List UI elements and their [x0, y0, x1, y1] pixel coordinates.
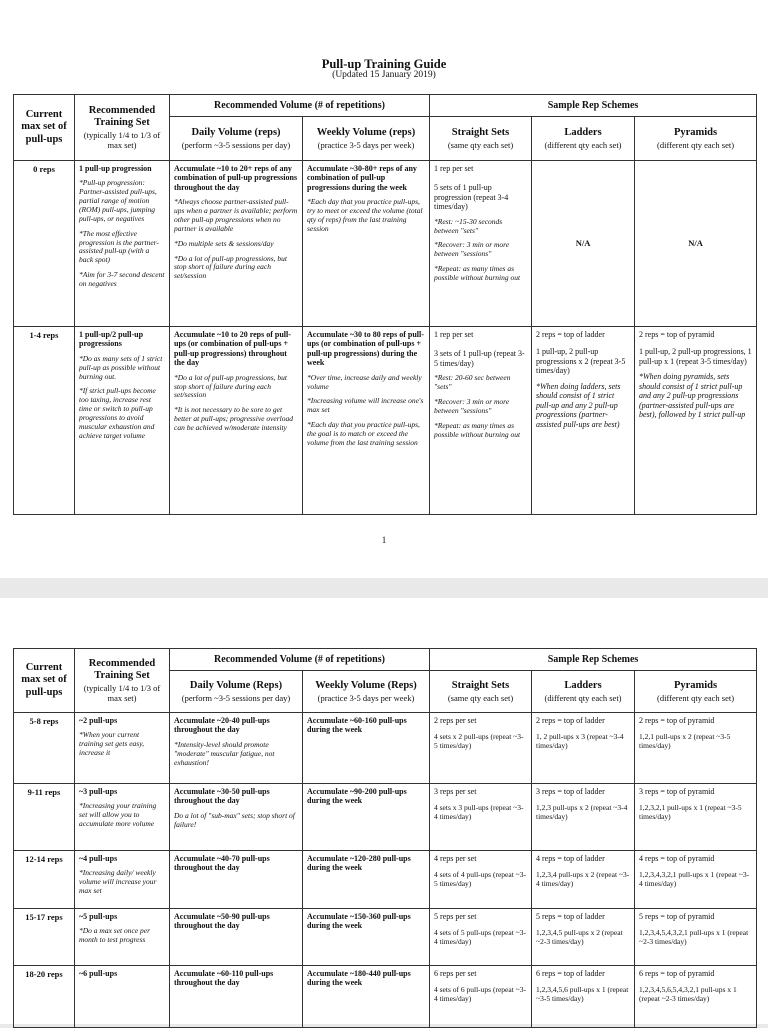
scheme-line: 3 reps = top of pyramid [639, 787, 715, 796]
daily-volume-cell [170, 966, 303, 1028]
header-daily-label: Daily Volume (Reps) [189, 679, 283, 691]
daily-volume: Accumulate ~50-90 pull-ups throughout the day [174, 912, 270, 931]
header-pyramids [635, 117, 757, 161]
header-schemes-group: Sample Rep Schemes [430, 649, 757, 671]
daily-volume-cell [170, 851, 303, 909]
recommended-cell [75, 713, 170, 784]
recommended-cell [75, 851, 170, 909]
weekly-volume-cell [303, 966, 430, 1028]
scheme-line: 1,2,1 pull-ups x 2 (repeat ~3-5 times/day) [639, 732, 731, 751]
note: *When doing pyramids, sets should consist of 1 strict pull-up and any 2 pull-up progressions (partner-assisted pull-ups are best), followed by 1 strict pull-up [639, 372, 746, 420]
weekly-volume-cell [303, 327, 430, 515]
daily-volume: Accumulate ~60-110 pull-ups throughout the day [174, 969, 274, 988]
pyramids-cell [635, 909, 757, 966]
daily-volume: Accumulate ~10 to 20 reps of pull-ups (or combination of pull-ups + pull-up progressions) throughout the day [174, 330, 291, 368]
weekly-volume-cell [303, 713, 430, 784]
weekly-volume-cell [303, 909, 430, 966]
scheme-line: 2 reps = top of pyramid [639, 716, 715, 725]
current-max-cell: 15-17 reps [14, 909, 75, 966]
header-current-max: Current max set of pull-ups [14, 95, 75, 161]
page-number: 1 [381, 535, 387, 545]
table-row [14, 327, 757, 515]
recommended-cell [75, 784, 170, 851]
scheme-line: 1,2,3 pull-ups x 2 (repeat ~3-4 times/day) [536, 803, 628, 822]
recommended-cell [75, 327, 170, 515]
straight-sets-cell [430, 327, 532, 515]
scheme-line: 6 reps per set [434, 969, 477, 978]
scheme-line: 5 reps = top of ladder [536, 912, 605, 921]
current-max-cell: 5-8 reps [14, 713, 75, 784]
pyramids-cell [635, 713, 757, 784]
header-pyramids-label: Pyramids [673, 126, 718, 138]
note: *Recover: 3 min or more between "sessions" [434, 240, 510, 259]
scheme-line: 4 sets of 5 pull-ups (repeat ~3-4 times/day) [434, 928, 526, 947]
pyramids-cell [635, 851, 757, 909]
note: *Increasing daily/ weekly volume will increase your max set [79, 868, 157, 896]
straight-sets-cell [430, 851, 532, 909]
current-max-cell: 12-14 reps [14, 851, 75, 909]
note: *Repeat: as many times as possible without burning out [434, 420, 521, 439]
header-ladders-note: (different qty each set) [544, 140, 622, 151]
scheme-line: 2 reps = top of ladder [536, 716, 605, 725]
scheme-line: 1,2,3,4,5,4,3,2,1 pull-ups x 1 (repeat ~2-3 times/day) [639, 928, 749, 947]
recommended-set: 1 pull-up/2 pull-up progressions [79, 330, 144, 349]
note: *Always choose partner-assisted pull-ups when a partner is available; perform other pull-up progressions when no partner is available [174, 197, 298, 233]
header-recommended-note: (typically 1/4 to 1/3 of max set) [83, 683, 161, 704]
header-ladders [532, 671, 635, 713]
table-row [14, 966, 757, 1028]
scheme-line: 1,2,3,4,5,6 pull-ups x 1 (repeat ~3-5 times/day) [536, 985, 629, 1004]
updated-date: (Updated 15 January 2019) [332, 70, 436, 80]
table-row [14, 713, 757, 784]
straight-sets-cell [430, 909, 532, 966]
scheme-line: 1 rep per set [434, 164, 474, 173]
scheme-line: 5 sets of 1 pull-up progression (repeat 3-4 times/day) [434, 183, 509, 212]
ladders-cell [532, 784, 635, 851]
current-max-cell: 9-11 reps [14, 784, 75, 851]
daily-volume-cell [170, 327, 303, 515]
note: *Pull-up progression: Partner-assisted pull-ups, partial range of motion (ROM) pull-ups, jumping pull-ups, or negatives [79, 178, 157, 223]
note: *It is not necessary to be sore to get better at pull-ups; progressive overload can be achieved w/moderate intensity [174, 405, 294, 432]
ladders-cell [532, 909, 635, 966]
scheme-line: 4 reps = top of ladder [536, 854, 605, 863]
note: *When your current training set gets easy, increase it [79, 730, 144, 758]
header-pyramids-label: Pyramids [673, 679, 718, 691]
note: *The most effective progression is the partner-assisted pull-up (with a back spot) [79, 228, 159, 265]
ladders-cell [532, 851, 635, 909]
scheme-line: 1,2,3,4 pull-ups x 2 (repeat ~3-4 times/day) [536, 870, 630, 889]
header-ladders-label: Ladders [564, 126, 602, 138]
daily-volume-cell [170, 713, 303, 784]
scheme-line: 1 pull-up, 2 pull-up progressions, 1 pull-up x 1 (repeat 3-5 times/day) [639, 347, 752, 366]
header-daily-label: Daily Volume (reps) [191, 126, 281, 138]
header-pyramids-note: (different qty each set) [657, 140, 735, 151]
table-row [14, 909, 757, 966]
scheme-line: 1,2,3,4,5 pull-ups x 2 (repeat ~2-3 times/day) [536, 928, 623, 947]
weekly-volume: Accumulate ~180-440 pull-ups during the week [307, 969, 411, 988]
note: *Increasing your training set will allow you to accumulate more volume [79, 801, 157, 829]
weekly-volume-cell [303, 784, 430, 851]
scheme-line: 1,2,3,4,5,6,5,4,3,2,1 pull-ups x 1 (repeat ~2-3 times/day) [639, 985, 737, 1004]
scheme-line: 4 sets x 3 pull-ups (repeat ~3-4 times/day) [434, 803, 524, 822]
header-recommended-note: (typically 1/4 to 1/3 of max set) [83, 130, 161, 151]
header-weekly-label: Weekly Volume (Reps) [315, 679, 417, 691]
daily-volume-cell [170, 784, 303, 851]
header-daily [170, 117, 303, 161]
note: *Repeat: as many times as possible without burning out [434, 264, 521, 282]
recommended-cell [75, 966, 170, 1028]
note: *Recover: 3 min or more between "sessions" [434, 397, 510, 415]
table-row [14, 161, 757, 327]
document-title: Pull-up Training Guide [321, 57, 447, 71]
scheme-line: 4 sets of 4 pull-ups (repeat ~3-5 times/day) [434, 870, 526, 889]
note: *Each day that you practice pull-ups, try to meet or exceed the volume (total qty of reps) from the last training session [307, 197, 423, 233]
header-ladders-note: (different qty each set) [544, 693, 622, 704]
recommended-set: ~6 pull-ups [79, 969, 118, 978]
scheme-line: 3 reps = top of ladder [536, 787, 605, 796]
current-max-cell: 18-20 reps [14, 966, 75, 1028]
scheme-line: 5 reps = top of pyramid [639, 912, 715, 921]
header-pyramids-note: (different qty each set) [657, 693, 735, 704]
training-table-page-2 [13, 648, 757, 1028]
scheme-line: 1, 2 pull-ups x 3 (repeat ~3-4 times/day) [536, 732, 624, 751]
header-current-max: Current max set of pull-ups [14, 649, 75, 713]
table-row [14, 784, 757, 851]
weekly-volume-cell [303, 161, 430, 327]
current-max-cell: 1-4 reps [14, 327, 75, 515]
recommended-set: ~5 pull-ups [79, 912, 118, 921]
note: *Do multiple sets & sessions/day [174, 238, 274, 248]
header-daily-note: (perform ~3-5 sessions per day) [181, 140, 291, 151]
straight-sets-cell [430, 161, 532, 327]
header-weekly-note: (practice 3-5 days per week) [317, 140, 415, 151]
scheme-line: 4 reps per set [434, 854, 477, 863]
note: *Rest: ~15-30 seconds between "sets" [434, 216, 503, 235]
header-ladders [532, 117, 635, 161]
scheme-line: 2 reps = top of ladder [536, 330, 605, 339]
header-weekly-note: (practice 3-5 days per week) [317, 693, 415, 704]
recommended-set: ~3 pull-ups [79, 787, 118, 796]
scheme-line: 1 rep per set [434, 330, 474, 339]
header-weekly [303, 117, 430, 161]
scheme-line: 3 reps per set [434, 787, 477, 796]
straight-sets-cell [430, 713, 532, 784]
weekly-volume: Accumulate ~30-80+ reps of any combination of pull-up progressions during the week [307, 164, 417, 192]
note: *When doing ladders, sets should consist of 1 strict pull-up and any 2 pull-up progressions (partner-assisted pull-ups are best) [536, 381, 621, 429]
note: *Increasing volume will increase one's max set [307, 396, 424, 415]
scheme-line: 1 pull-up, 2 pull-up progressions x 2 (repeat 3-5 times/day) [536, 347, 626, 376]
header-pyramids [635, 671, 757, 713]
pyramids-cell: N/A [635, 161, 757, 327]
scheme-line: 4 reps = top of pyramid [639, 854, 715, 863]
recommended-cell [75, 161, 170, 327]
straight-sets-cell [430, 966, 532, 1028]
header-volume-group: Recommended Volume (# of repetitions) [170, 95, 430, 117]
training-table-page-1 [13, 94, 757, 515]
straight-sets-cell [430, 784, 532, 851]
header-ladders-label: Ladders [564, 679, 602, 691]
current-max-cell: 0 reps [14, 161, 75, 327]
header-recommended-label: Recommended Training Set [88, 104, 156, 128]
recommended-set: ~2 pull-ups [79, 716, 118, 725]
header-recommended [75, 649, 170, 713]
pyramids-cell [635, 966, 757, 1028]
weekly-volume: Accumulate ~30 to 80 reps of pull-ups (or combination of pull-ups + pull-up progressions) during the week [307, 330, 424, 368]
note: *Do as many sets of 1 strict pull-up as possible without burning out. [79, 353, 163, 381]
scheme-line: 2 reps per set [434, 716, 477, 725]
pyramids-cell [635, 327, 757, 515]
ladders-cell [532, 327, 635, 515]
scheme-line: 6 reps = top of ladder [536, 969, 605, 978]
recommended-set: ~4 pull-ups [79, 854, 118, 863]
note: *Intensity-level should promote "moderate" muscular fatigue, not exhaustion! [174, 739, 275, 767]
scheme-line: 1,2,3,4,3,2,1 pull-ups x 1 (repeat ~3-4 times/day) [639, 870, 750, 889]
note: *Aim for 3-7 second descent on negatives [79, 270, 165, 288]
daily-volume-cell [170, 161, 303, 327]
header-straight [430, 671, 532, 713]
weekly-volume: Accumulate ~120-280 pull-ups during the week [307, 854, 411, 873]
header-daily [170, 671, 303, 713]
header-daily-note: (perform ~3-5 sessions per day) [181, 693, 291, 704]
header-weekly [303, 671, 430, 713]
daily-volume: Accumulate ~10 to 20+ reps of any combination of pull-up progressions throughout the day [174, 164, 298, 192]
header-straight-label: Straight Sets [451, 679, 510, 691]
header-schemes-group: Sample Rep Schemes [430, 95, 757, 117]
note: *Do a lot of pull-up progressions, but stop short of failure during each set/session [174, 372, 287, 400]
note: *Each day that you practice pull-ups, the goal is to match or exceed the volume from the last training session [307, 420, 420, 447]
note: Do a lot of "sub-max" sets; stop short of failure! [174, 810, 295, 829]
ladders-cell [532, 966, 635, 1028]
header-straight-note: (same qty each set) [447, 140, 514, 151]
scheme-line: 2 reps = top of pyramid [639, 330, 715, 339]
recommended-set: 1 pull-up progression [79, 164, 152, 173]
header-weekly-label: Weekly Volume (reps) [316, 126, 416, 138]
recommended-cell [75, 909, 170, 966]
daily-volume: Accumulate ~40-70 pull-ups throughout the day [174, 854, 270, 873]
scheme-line: 4 sets x 2 pull-ups (repeat ~3-5 times/day) [434, 732, 524, 751]
weekly-volume: Accumulate ~90-200 pull-ups during the week [307, 787, 407, 806]
header-recommended [75, 95, 170, 161]
note: *Do a max set once per month to test progress [79, 926, 151, 945]
note: *Rest: 20-60 sec between "sets" [434, 373, 511, 392]
scheme-line: 1,2,3,2,1 pull-ups x 1 (repeat ~3-5 times/day) [639, 803, 742, 822]
ladders-cell: N/A [532, 161, 635, 327]
table-row [14, 851, 757, 909]
note: *Over time, increase daily and weekly volume [307, 372, 422, 391]
header-straight [430, 117, 532, 161]
daily-volume: Accumulate ~30-50 pull-ups throughout the day [174, 787, 270, 806]
ladders-cell [532, 713, 635, 784]
pyramids-cell [635, 784, 757, 851]
weekly-volume-cell [303, 851, 430, 909]
header-straight-note: (same qty each set) [447, 693, 514, 704]
page-2 [0, 598, 768, 1024]
note: *If strict pull-ups become too taxing, increase rest time or switch to pull-up progressions to avoid muscular exhaustion and achieve target volume [79, 386, 156, 440]
weekly-volume: Accumulate ~150-360 pull-ups during the week [307, 912, 411, 931]
daily-volume: Accumulate ~20-40 pull-ups throughout the day [174, 716, 270, 735]
header-straight-label: Straight Sets [451, 126, 510, 138]
scheme-line: 4 sets of 6 pull-ups (repeat ~3-4 times/day) [434, 985, 526, 1004]
scheme-line: 6 reps = top of pyramid [639, 969, 715, 978]
header-recommended-label: Recommended Training Set [88, 657, 156, 681]
scheme-line: 5 reps per set [434, 912, 477, 921]
scheme-line: 3 sets of 1 pull-up (repeat 3-5 times/day) [434, 349, 525, 368]
weekly-volume: Accumulate ~60-160 pull-ups during the week [307, 716, 407, 735]
daily-volume-cell [170, 909, 303, 966]
note: *Do a lot of pull-up progressions, but stop short of failure during each set/session [174, 253, 287, 281]
header-volume-group: Recommended Volume (# of repetitions) [170, 649, 430, 671]
